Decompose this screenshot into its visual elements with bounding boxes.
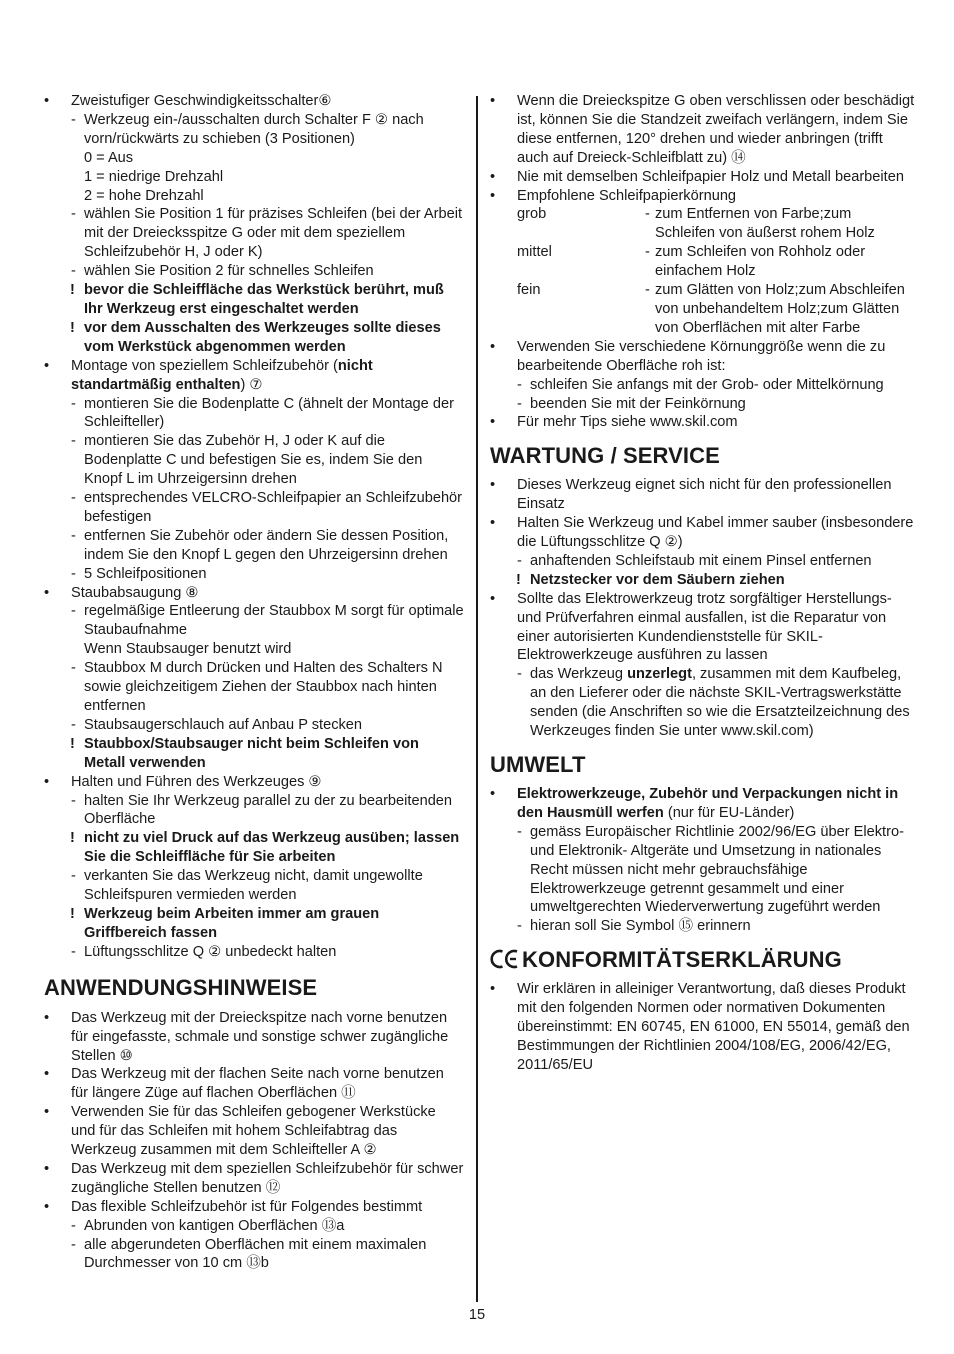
- grit-name: mittel: [517, 244, 552, 261]
- section-heading-konformitaet: [490, 947, 915, 973]
- grit-description: - zum Glätten von Holz;zum Abschleifen von unbehandeltem Holz;zum Glätten von Oberflächen mit alter Farbe: [645, 281, 915, 338]
- list-item: • Wir erklären in alleiniger Verantwortung, daß dieses Produkt mit den folgenden Normen oder normativen Dokumenten übereinstimmt: EN 60745, EN 61000, EN 55014, gemäß den Bestimmungen der Richtlinien 2004/108/EG, 2006/42/EG, 2011/65/EU: [490, 980, 915, 1075]
- list-item: [44, 357, 464, 395]
- list-item: 2 = hohe Drehzahl: [84, 187, 204, 204]
- service-text: das Werkzeug: [530, 666, 628, 683]
- list-item: • Halten Sie Werkzeug und Kabel immer sauber (insbesondere die Lüftungsschlitze Q ②): [490, 514, 915, 552]
- list-item: - Staubsaugerschlauch auf Anbau P stecken: [44, 716, 464, 735]
- list-item: - entfernen Sie Zubehör oder ändern Sie dessen Position, indem Sie den Knopf L gegen den Uhrzeigersinn drehen: [44, 527, 464, 565]
- list-item: • Das Werkzeug mit der flachen Seite nach vorne benutzen für längere Züge auf flachen Oberflächen ⑪: [44, 1065, 464, 1103]
- list-item: - beenden Sie mit der Feinkörnung: [490, 395, 915, 414]
- env-text-bold: Elektrowerkzeuge, Zubehör und Verpackungen nicht in den Hausmüll werfen: [517, 786, 899, 821]
- left-column: [44, 92, 464, 1273]
- list-item: - Werkzeug ein-/ausschalten durch Schalter F ② nach vorn/rückwärts zu schieben (3 Positionen): [44, 111, 464, 149]
- grit-name: fein: [517, 282, 541, 299]
- list-item: Wenn Staubsauger benutzt wird: [84, 641, 292, 658]
- mount-text-end: ) ⑦: [240, 376, 263, 393]
- list-item: - montieren Sie die Bodenplatte C (ähnelt der Montage der Schleifteller): [44, 395, 464, 433]
- list-item: - hieran soll Sie Symbol ⑮ erinnern: [490, 917, 915, 936]
- list-item: • Das flexible Schleifzubehör ist für Folgendes bestimmt: [44, 1198, 464, 1217]
- grit-description: - zum Schleifen von Rohholz oder einfachem Holz: [645, 243, 915, 281]
- mount-text-bold: nicht standartmäßig enthalten: [71, 357, 373, 393]
- list-item: • Zweistufiger Geschwindigkeitsschalter⑥: [44, 92, 464, 111]
- list-item: • Sollte das Elektrowerkzeug trotz sorgfältiger Herstellungs- und Prüfverfahren einmal ausfallen, ist die Reparatur von einer autorisierten Kundendienststelle für SKIL-Elektrowerkzeuge ausführen zu lassen: [490, 590, 915, 666]
- list-item: • Für mehr Tips siehe www.skil.com: [490, 413, 915, 432]
- list-item: - anhaftenden Schleifstaub mit einem Pinsel entfernen: [490, 552, 915, 571]
- list-item: - montieren Sie das Zubehör H, J oder K auf die Bodenplatte C und befestigen Sie es, indem Sie den Knopf L im Uhrzeigersinn drehen: [44, 432, 464, 489]
- warning-item: ! Staubbox/Staubsauger nicht beim Schleifen von Metall verwenden: [44, 735, 464, 773]
- grit-description: - zum Entfernen von Farbe;zum Schleifen von äußerst rohem Holz: [645, 205, 915, 243]
- list-item: [490, 665, 915, 741]
- heading-text: KONFORMITÄTSERKLÄRUNG: [522, 947, 842, 973]
- section-heading-wartung-service: WARTUNG / SERVICE: [490, 443, 720, 469]
- grit-row: [490, 243, 915, 281]
- list-item: • Halten und Führen des Werkzeuges ⑨: [44, 773, 464, 792]
- list-item: - verkanten Sie das Werkzeug nicht, damit ungewollte Schleifspuren vermieden werden: [44, 867, 464, 905]
- list-item: • Wenn die Dreieckspitze G oben verschlissen oder beschädigt ist, können Sie die Standzeit zweifach verlängern, indem Sie diese entfernen, 120° drehen und wieder anbringen (trifft auch auf Dreieck-Schleifblatt zu) ⑭: [490, 92, 915, 168]
- column-divider: [476, 96, 478, 1302]
- grit-name: grob: [517, 206, 547, 223]
- list-item: 1 = niedrige Drehzahl: [84, 168, 224, 185]
- list-item: - halten Sie Ihr Werkzeug parallel zu der zu bearbeitenden Oberfläche: [44, 792, 464, 830]
- list-item: - 5 Schleifpositionen: [44, 565, 464, 584]
- list-item: • Empfohlene Schleifpapierkörnung: [490, 187, 915, 206]
- list-item: - wählen Sie Position 1 für präzises Schleifen (bei der Arbeit mit der Dreiecksspitze G oder mit dem speziellem Schleifzubehör H, J oder K): [44, 205, 464, 262]
- page-number: 15: [468, 1307, 486, 1323]
- env-text: (nur für EU-Länder): [663, 804, 795, 821]
- list-item: - Staubbox M durch Drücken und Halten des Schalters N sowie gleichzeitigem Ziehen der Staubbox nach hinten entfernen: [44, 659, 464, 716]
- warning-item: ! bevor die Schleiffläche das Werkstück berührt, muß Ihr Werkzeug erst eingeschaltet werden: [44, 281, 464, 319]
- list-item: • Verwenden Sie für das Schleifen gebogener Werkstücke und für das Schleifen mit hohem Schleifabtrag das Werkzeug zusammen mit dem Schleifteller A ②: [44, 1103, 464, 1160]
- list-item: - wählen Sie Position 2 für schnelles Schleifen: [44, 262, 464, 281]
- list-item: • Verwenden Sie verschiedene Körnunggröße wenn die zu bearbeitende Oberfläche roh ist:: [490, 338, 915, 376]
- list-item: • Dieses Werkzeug eignet sich nicht für den professionellen Einsatz: [490, 476, 915, 514]
- list-item: 0 = Aus: [84, 149, 134, 166]
- warning-item: ! vor dem Ausschalten des Werkzeuges sollte dieses vom Werkstück abgenommen werden: [44, 319, 464, 357]
- service-text-end: , zusammen mit dem Kaufbeleg, an den Lieferer oder die nächste SKIL-Vertragswerkstätte senden (die Anschriften so wie die Ersatzteilzeichnung des Werkzeuges finden Sie unter www.skil.com): [530, 666, 910, 740]
- list-item: - Abrunden von kantigen Oberflächen ⑬a: [44, 1217, 464, 1236]
- list-item: - entsprechendes VELCRO-Schleifpapier an Schleifzubehör befestigen: [44, 489, 464, 527]
- list-item: - alle abgerundeten Oberflächen mit einem maximalen Durchmesser von 10 cm ⑬b: [44, 1236, 464, 1274]
- list-item: • Das Werkzeug mit der Dreieckspitze nach vorne benutzen für eingefasste, schmale und sonstige schwer zugängliche Stellen ⑩: [44, 1009, 464, 1066]
- list-item: • Nie mit demselben Schleifpapier Holz und Metall bearbeiten: [490, 168, 915, 187]
- section-heading-umwelt: UMWELT: [490, 752, 586, 777]
- list-item: • Staubabsaugung ⑧: [44, 584, 464, 603]
- list-item: - schleifen Sie anfangs mit der Grob- oder Mittelkörnung: [490, 376, 915, 395]
- list-item: • Das Werkzeug mit dem speziellen Schleifzubehör für schwer zugängliche Stellen benutzen ⑫: [44, 1160, 464, 1198]
- list-item: - Lüftungsschlitze Q ② unbedeckt halten: [44, 943, 464, 962]
- service-text-bold: unzerlegt: [627, 666, 692, 683]
- right-column: [490, 92, 915, 1075]
- grit-row: [490, 205, 915, 243]
- list-item: - regelmäßige Entleerung der Staubbox M sorgt für optimale Staubaufnahme: [44, 602, 464, 640]
- ce-mark-icon: [490, 949, 522, 969]
- list-item: [490, 785, 915, 823]
- warning-item: ! Netzstecker vor dem Säubern ziehen: [490, 571, 915, 590]
- grit-row: [490, 281, 915, 338]
- list-item: - gemäss Europäischer Richtlinie 2002/96/EG über Elektro- und Elektronik- Altgeräte und Umsetzung in nationales Recht müssen nicht mehr gebrauchsfähige Elektrowerkzeuge getrennt gesammelt und einer umweltgerechten Wiederverwertung zugeführt werden: [490, 823, 915, 918]
- mount-text: Montage von speziellem Schleifzubehör (: [71, 357, 338, 374]
- warning-item: ! Werkzeug beim Arbeiten immer am grauen Griffbereich fassen: [44, 905, 464, 943]
- warning-item: ! nicht zu viel Druck auf das Werkzeug ausüben; lassen Sie die Schleiffläche für Sie arbeiten: [44, 829, 464, 867]
- section-heading-anwendungshinweise: ANWENDUNGSHINWEISE: [44, 974, 318, 1000]
